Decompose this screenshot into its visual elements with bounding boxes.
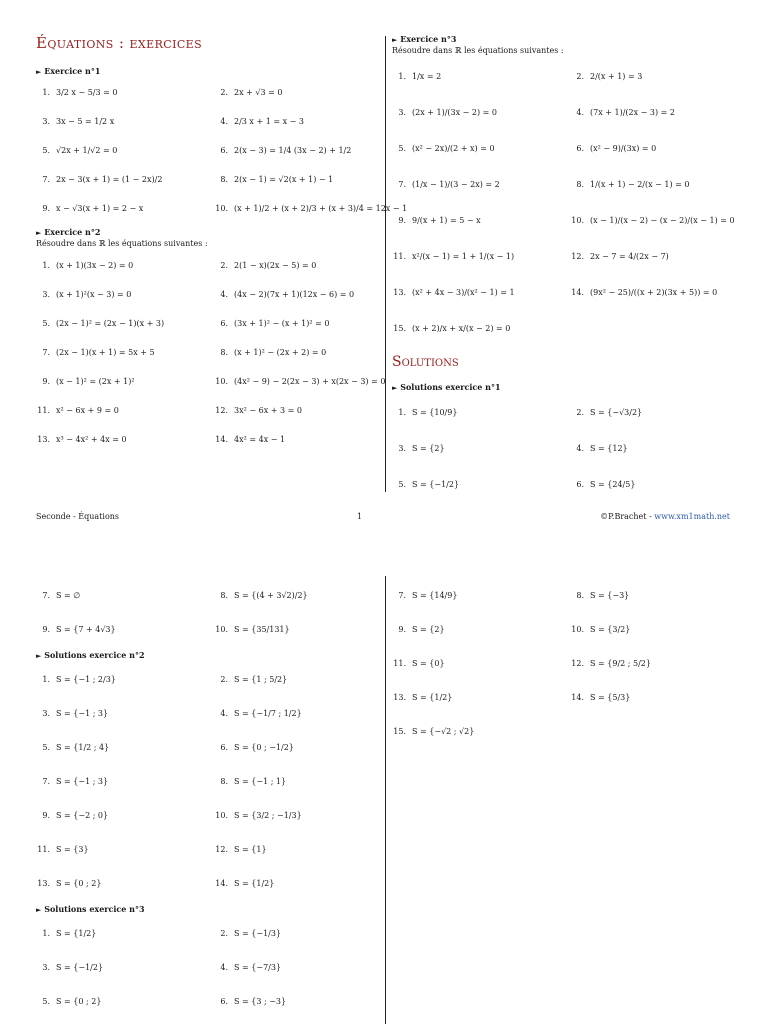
exercise-3-heading: ► Exercice n°3: [392, 34, 457, 44]
item-number: 2.: [220, 88, 228, 97]
item-number: 5.: [42, 146, 50, 155]
footer-right: ©P.Brachet - www.xm1math.net: [600, 512, 730, 521]
equation-text: x − √3(x + 1) = 2 − x: [56, 204, 144, 213]
equation-item: [570, 680, 752, 714]
equation-text: S = {1}: [234, 844, 267, 854]
item-number: 4.: [576, 107, 584, 117]
solutions-1-heading: ► Solutions exercice n°1: [392, 382, 501, 392]
item-number: 14.: [571, 287, 584, 297]
equation-item: [36, 338, 214, 367]
item-number: 3.: [42, 708, 50, 718]
equation-text: S = {1 ; 5/2}: [234, 674, 288, 684]
equation-item: [214, 280, 385, 309]
equation-item: [214, 78, 407, 107]
equation-text: S = {0 ; 2}: [56, 996, 102, 1006]
equation-text: √2x + 1/√2 = 0: [56, 146, 118, 155]
equation-item: [214, 251, 385, 280]
equation-text: S = {14/9}: [412, 590, 458, 600]
item-number: 7.: [398, 179, 406, 189]
equation-text: (2x − 1)² = (2x − 1)(x + 3): [56, 319, 165, 328]
equation-item: [392, 612, 570, 646]
item-number: 1.: [42, 88, 50, 97]
equation-item: [36, 107, 214, 136]
item-number: 10.: [571, 215, 584, 225]
triangle-bullet-icon: ►: [36, 67, 42, 76]
equation-item: [570, 394, 752, 430]
equation-item: [570, 578, 752, 612]
equation-item: [570, 94, 752, 130]
item-number: 3.: [42, 117, 50, 126]
solutions-3-heading: ► Solutions exercice n°3: [36, 904, 145, 914]
item-number: 9.: [398, 215, 406, 225]
item-number: 8.: [220, 776, 228, 786]
page-number: 1: [357, 512, 363, 521]
item-number: 5.: [42, 996, 50, 1006]
equation-text: S = {3/2 ; −1/3}: [234, 810, 302, 820]
equation-item: [36, 696, 214, 730]
equation-item: [214, 165, 407, 194]
equation-text: (x + 1)² − (2x + 2) = 0: [234, 348, 327, 357]
left-column: [36, 578, 381, 1022]
item-number: 2.: [220, 928, 228, 938]
item-number: 11.: [393, 251, 406, 261]
item-number: 9.: [42, 377, 50, 386]
equation-text: S = {2}: [412, 443, 445, 453]
item-number: 8.: [576, 590, 584, 600]
item-number: 11.: [37, 406, 50, 415]
item-number: 8.: [220, 175, 228, 184]
equation-text: (9x² − 25)/((x + 2)(3x + 5)) = 0: [590, 287, 718, 297]
equation-text: S = {−1 ; 3}: [56, 708, 109, 718]
item-number: 6.: [220, 742, 228, 752]
equation-item: [36, 194, 214, 223]
equation-text: (x² − 2x)/(2 + x) = 0: [412, 143, 495, 153]
item-number: 3.: [398, 443, 406, 453]
equation-item: [392, 646, 570, 680]
item-number: 14.: [571, 692, 584, 702]
equation-item: [214, 107, 407, 136]
equation-text: S = {3 ; −3}: [234, 996, 287, 1006]
item-number: 11.: [37, 844, 50, 854]
item-number: 12.: [571, 251, 584, 261]
item-number: 15.: [393, 323, 406, 333]
item-number: 9.: [42, 204, 50, 213]
solutions-3-continued-list: [392, 578, 752, 748]
equation-item: [214, 866, 381, 900]
equation-text: (x + 1)/2 + (x + 2)/3 + (x + 3)/4 = 12x − 1: [234, 204, 408, 213]
equation-item: [214, 136, 407, 165]
item-number: 7.: [42, 348, 50, 357]
equation-item: [392, 310, 570, 346]
equation-text: 2(x − 3) = 1/4 (3x − 2) + 1/2: [234, 146, 352, 155]
equation-text: S = {10/9}: [412, 407, 458, 417]
item-number: 6.: [576, 479, 584, 489]
equation-text: S = {12}: [590, 443, 628, 453]
equation-text: S = {1/2}: [412, 692, 453, 702]
left-column: [36, 34, 408, 458]
equation-text: S = {−1 ; 1}: [234, 776, 287, 786]
equation-item: [392, 166, 570, 202]
equation-item: [36, 866, 214, 900]
item-number: 12.: [571, 658, 584, 668]
exercise-2-list: [36, 251, 386, 454]
equation-item: [36, 425, 214, 454]
equation-text: 3x − 5 = 1/2 x: [56, 117, 115, 126]
item-number: 1.: [42, 261, 50, 270]
equation-text: (x + 2)/x + x/(x − 2) = 0: [412, 323, 511, 333]
equation-text: S = {−1/2}: [412, 479, 460, 489]
equation-text: (4x² − 9) − 2(2x − 3) + x(2x − 3) = 0: [234, 377, 386, 386]
item-number: 2.: [576, 71, 584, 81]
right-column: [392, 578, 752, 752]
item-number: 6.: [220, 319, 228, 328]
item-number: 10.: [215, 624, 228, 634]
item-number: 5.: [398, 479, 406, 489]
item-number: 5.: [398, 143, 406, 153]
equation-item: [214, 367, 385, 396]
equation-item: [570, 238, 752, 274]
exercise-1-list: [36, 78, 408, 223]
equation-item: [214, 309, 385, 338]
equation-text: S = {−√3/2}: [590, 407, 643, 417]
equation-item: [214, 194, 407, 223]
equation-text: S = {(4 + 3√2)/2}: [234, 590, 308, 600]
equation-item: [214, 832, 381, 866]
equation-item: [36, 578, 214, 612]
equation-text: (x² − 9)/(3x) = 0: [590, 143, 657, 153]
item-number: 4.: [576, 443, 584, 453]
equation-text: 2(1 − x)(2x − 5) = 0: [234, 261, 317, 270]
equation-item: [570, 612, 752, 646]
equation-item: [570, 646, 752, 680]
exercise-1-heading: ► Exercice n°1: [36, 66, 101, 76]
equation-item: [214, 950, 381, 984]
equation-text: (x − 1)/(x − 2) − (x − 2)/(x − 1) = 0: [590, 215, 735, 225]
equation-item: [392, 58, 570, 94]
equation-text: S = {3}: [56, 844, 89, 854]
exercise-3-intro: Résoudre dans ℝ les équations suivantes :: [392, 46, 564, 55]
item-number: 11.: [393, 658, 406, 668]
item-number: 6.: [220, 996, 228, 1006]
equation-item: [570, 430, 752, 466]
equation-text: S = {−1/2}: [56, 962, 104, 972]
item-number: 12.: [215, 406, 228, 415]
equation-text: 2x − 7 = 4/(2x − 7): [590, 251, 669, 261]
page-2: [0, 560, 768, 1024]
equation-text: 1/x = 2: [412, 71, 442, 81]
item-number: 2.: [576, 407, 584, 417]
equation-item: [392, 714, 570, 748]
equation-text: S = {−1/3}: [234, 928, 282, 938]
equation-text: (2x + 1)/(3x − 2) = 0: [412, 107, 498, 117]
equation-item: [214, 396, 385, 425]
equation-item: [570, 274, 752, 310]
equation-text: S = {0 ; −1/2}: [234, 742, 294, 752]
equation-text: (3x + 1)² − (x + 1)² = 0: [234, 319, 330, 328]
equation-item: [214, 612, 381, 646]
item-number: 4.: [220, 708, 228, 718]
item-number: 6.: [220, 146, 228, 155]
equation-item: [570, 166, 752, 202]
equation-item: [214, 730, 381, 764]
equation-text: 2(x − 1) = √2(x + 1) − 1: [234, 175, 334, 184]
equation-item: [214, 662, 381, 696]
equation-text: S = ∅: [56, 590, 81, 600]
equation-item: [36, 798, 214, 832]
item-number: 10.: [215, 377, 228, 386]
solutions-2-heading: ► Solutions exercice n°2: [36, 650, 145, 660]
equation-text: S = {9/2 ; 5/2}: [590, 658, 651, 668]
equation-text: (x + 1)²(x − 3) = 0: [56, 290, 132, 299]
equation-item: [392, 94, 570, 130]
equation-item: [392, 680, 570, 714]
item-number: 6.: [576, 143, 584, 153]
item-number: 13.: [393, 287, 406, 297]
equation-text: (4x − 2)(7x + 1)(12x − 6) = 0: [234, 290, 355, 299]
equation-item: [36, 280, 214, 309]
item-number: 8.: [220, 590, 228, 600]
exercise-3-list: [392, 58, 752, 346]
equation-text: S = {−7/3}: [234, 962, 282, 972]
item-number: 13.: [37, 878, 50, 888]
equation-item: [392, 430, 570, 466]
equation-text: S = {−2 ; 0}: [56, 810, 109, 820]
solutions-1-continued-list: [36, 578, 381, 646]
equation-item: [392, 394, 570, 430]
equation-item: [392, 578, 570, 612]
item-number: 3.: [398, 107, 406, 117]
equation-item: [214, 984, 381, 1018]
equation-item: [570, 202, 752, 238]
item-number: 1.: [398, 407, 406, 417]
triangle-bullet-icon: ►: [392, 35, 398, 44]
equation-text: 4x² = 4x − 1: [234, 435, 286, 444]
item-number: 14.: [215, 878, 228, 888]
right-column: [392, 34, 752, 506]
solutions-3-list: [36, 916, 381, 1018]
item-number: 9.: [42, 810, 50, 820]
item-number: 7.: [398, 590, 406, 600]
equation-item: [214, 916, 381, 950]
equation-item: [36, 309, 214, 338]
item-number: 3.: [42, 962, 50, 972]
item-number: 5.: [42, 319, 50, 328]
equation-item: [36, 367, 214, 396]
equation-text: S = {24/5}: [590, 479, 636, 489]
equation-text: S = {1/2 ; 4}: [56, 742, 110, 752]
equation-item: [214, 798, 381, 832]
item-number: 2.: [220, 674, 228, 684]
equation-text: 1/(x + 1) − 2/(x − 1) = 0: [590, 179, 690, 189]
column-divider: [385, 576, 386, 1024]
item-number: 10.: [571, 624, 584, 634]
page-title: Équations : exercices: [36, 34, 203, 52]
equation-text: S = {7 + 4√3}: [56, 624, 116, 634]
item-number: 7.: [42, 776, 50, 786]
footer-left: Seconde - Équations: [36, 512, 120, 521]
equation-text: S = {−3}: [590, 590, 630, 600]
item-number: 1.: [42, 674, 50, 684]
item-number: 9.: [398, 624, 406, 634]
equation-item: [392, 202, 570, 238]
exercise-2-intro: Résoudre dans ℝ les équations suivantes :: [36, 239, 208, 248]
solutions-title: Solutions: [392, 354, 459, 370]
solutions-2-list: [36, 662, 381, 900]
equation-item: [36, 916, 214, 950]
equation-text: (x + 1)(3x − 2) = 0: [56, 261, 134, 270]
equation-text: S = {2}: [412, 624, 445, 634]
equation-item: [392, 466, 570, 502]
equation-text: x² − 6x + 9 = 0: [56, 406, 119, 415]
item-number: 15.: [393, 726, 406, 736]
equation-item: [570, 466, 752, 502]
equation-text: (2x − 1)(x + 1) = 5x + 5: [56, 348, 155, 357]
item-number: 4.: [220, 117, 228, 126]
item-number: 12.: [215, 844, 228, 854]
equation-item: [36, 612, 214, 646]
item-number: 1.: [398, 71, 406, 81]
triangle-bullet-icon: ►: [36, 905, 42, 914]
item-number: 13.: [393, 692, 406, 702]
triangle-bullet-icon: ►: [392, 383, 398, 392]
triangle-bullet-icon: ►: [36, 228, 42, 237]
equation-item: [570, 58, 752, 94]
equation-item: [214, 578, 381, 612]
page-footer: [36, 512, 730, 521]
exercise-2-heading: ► Exercice n°2: [36, 227, 101, 237]
equation-text: S = {−√2 ; √2}: [412, 726, 475, 736]
equation-item: [392, 130, 570, 166]
equation-text: 2/(x + 1) = 3: [590, 71, 643, 81]
item-number: 8.: [576, 179, 584, 189]
equation-item: [36, 832, 214, 866]
equation-text: (1/x − 1)/(3 − 2x) = 2: [412, 179, 500, 189]
equation-item: [36, 984, 214, 1018]
equation-text: S = {1/2}: [234, 878, 275, 888]
equation-text: S = {0 ; 2}: [56, 878, 102, 888]
equation-text: 2x + √3 = 0: [234, 88, 283, 97]
item-number: 3.: [42, 290, 50, 299]
equation-item: [570, 130, 752, 166]
equation-item: [392, 274, 570, 310]
equation-text: (x − 1)² = (2x + 1)²: [56, 377, 135, 386]
equation-text: S = {−1/7 ; 1/2}: [234, 708, 302, 718]
item-number: 14.: [215, 435, 228, 444]
equation-text: S = {5/3}: [590, 692, 631, 702]
equation-item: [36, 78, 214, 107]
equation-item: [214, 425, 385, 454]
equation-text: x²/(x − 1) = 1 + 1/(x − 1): [412, 251, 515, 261]
equation-item: [214, 696, 381, 730]
equation-item: [392, 238, 570, 274]
equation-item: [214, 338, 385, 367]
equation-item: [36, 764, 214, 798]
item-number: 10.: [215, 204, 228, 213]
equation-text: (7x + 1)/(2x − 3) = 2: [590, 107, 676, 117]
equation-item: [36, 662, 214, 696]
equation-text: S = {−1 ; 2/3}: [56, 674, 116, 684]
item-number: 7.: [42, 590, 50, 600]
solutions-1-list: [392, 394, 752, 502]
equation-text: 3/2 x − 5/3 = 0: [56, 88, 118, 97]
equation-text: S = {0}: [412, 658, 445, 668]
equation-text: S = {3/2}: [590, 624, 631, 634]
item-number: 4.: [220, 962, 228, 972]
equation-text: 9/(x + 1) = 5 − x: [412, 215, 481, 225]
triangle-bullet-icon: ►: [36, 651, 42, 660]
equation-text: S = {35/131}: [234, 624, 290, 634]
equation-item: [36, 950, 214, 984]
item-number: 7.: [42, 175, 50, 184]
item-number: 2.: [220, 261, 228, 270]
item-number: 4.: [220, 290, 228, 299]
equation-text: (x² + 4x − 3)/(x² − 1) = 1: [412, 287, 515, 297]
item-number: 1.: [42, 928, 50, 938]
item-number: 5.: [42, 742, 50, 752]
equation-text: S = {−1 ; 3}: [56, 776, 109, 786]
item-number: 13.: [37, 435, 50, 444]
website-link[interactable]: www.xm1math.net: [654, 512, 730, 521]
equation-text: 2x − 3(x + 1) = (1 − 2x)/2: [56, 175, 163, 184]
item-number: 9.: [42, 624, 50, 634]
item-number: 8.: [220, 348, 228, 357]
equation-text: 3x² − 6x + 3 = 0: [234, 406, 302, 415]
equation-item: [36, 165, 214, 194]
equation-item: [36, 396, 214, 425]
equation-item: [36, 136, 214, 165]
equation-item: [214, 764, 381, 798]
item-number: 10.: [215, 810, 228, 820]
equation-text: 2/3 x + 1 = x − 3: [234, 117, 304, 126]
equation-text: x³ − 4x² + 4x = 0: [56, 435, 127, 444]
equation-text: S = {1/2}: [56, 928, 97, 938]
equation-item: [36, 251, 214, 280]
equation-item: [36, 730, 214, 764]
